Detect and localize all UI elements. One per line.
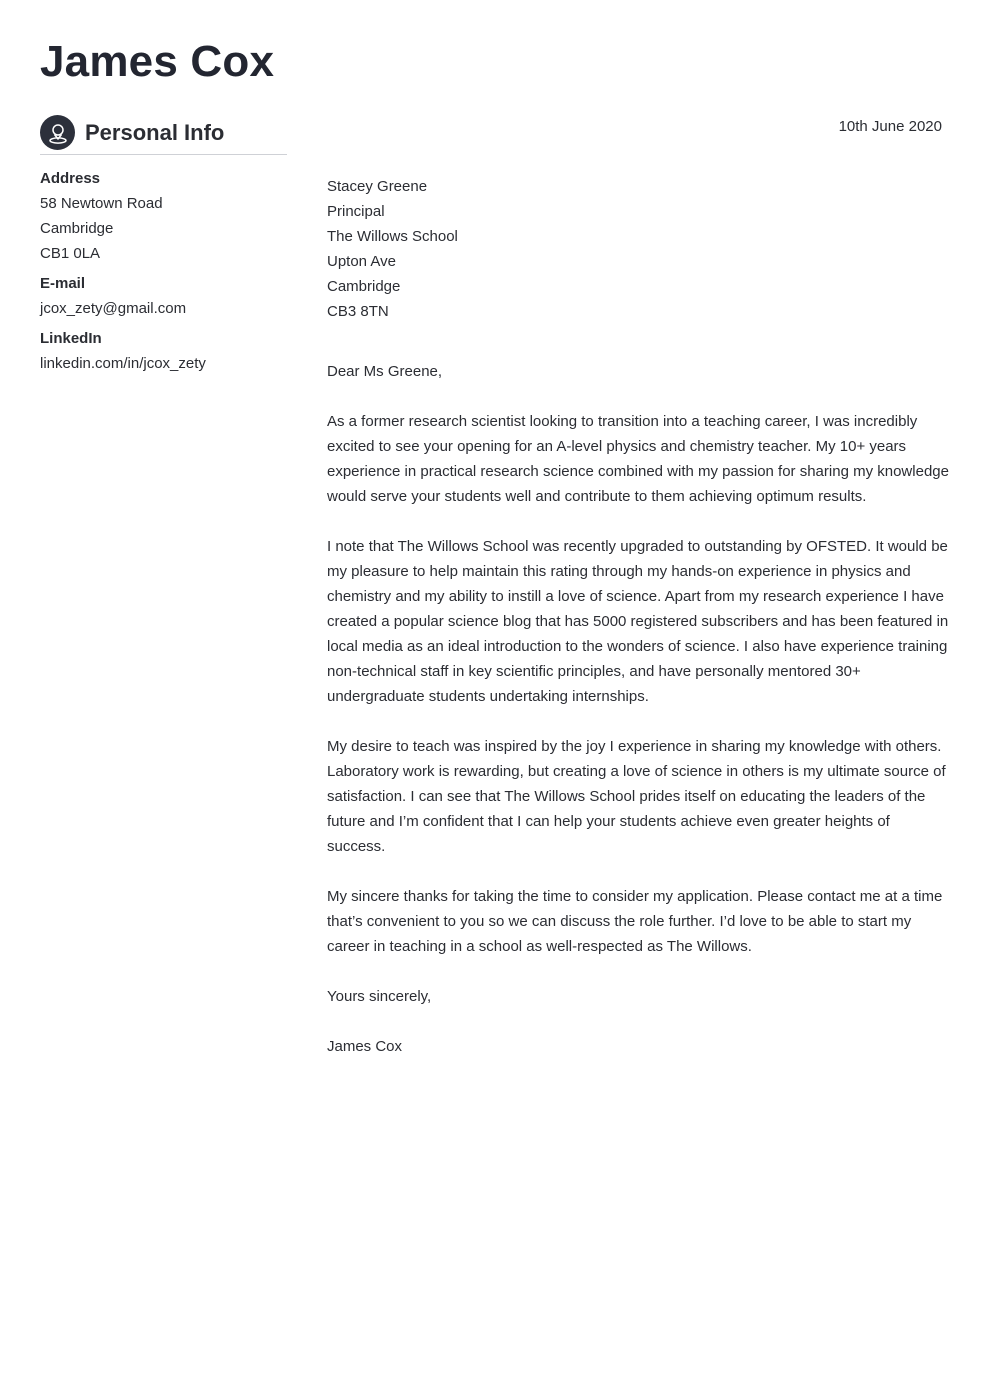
letter-paragraph: As a former research scientist looking to transition into a teaching career, I was incredibly excited to see your opening for an A-level physics and chemistry teacher. My 10+ years experience in practical research science combined with my passion for sharing my knowledge would serve your students well and contribute to them achieving optimum results. xyxy=(327,413,949,505)
recipient-line: Upton Ave xyxy=(327,253,396,270)
recipient-line: Cambridge xyxy=(327,278,401,295)
email-label: E-mail xyxy=(40,275,86,292)
person-icon xyxy=(40,115,75,150)
address-line: CB1 0LA xyxy=(40,245,101,262)
linkedin-value[interactable]: linkedin.com/in/jcox_zety xyxy=(40,355,206,372)
recipient-line: The Willows School xyxy=(327,228,458,245)
recipient-block xyxy=(327,174,951,324)
letter-body xyxy=(327,174,951,1059)
letter-paragraph: I note that The Willows School was recently upgraded to outstanding by OFSTED. It would be my pleasure to help maintain this rating through my hands-on experience in physics and chemistry and my ability to instill a love of science. Apart from my research experience I have created a popular science blog that has 5000 registered subscribers and has been featured in local media as an ideal introduction to the wonders of science. I also have experience training non-technical staff in key scientific principles, and have personally mentored 30+ undergraduate students undertaking internships. xyxy=(327,538,949,705)
linkedin-label: LinkedIn xyxy=(40,330,102,347)
address-label: Address xyxy=(40,170,101,187)
linkedin-block xyxy=(40,329,287,376)
signature: James Cox xyxy=(327,1038,403,1055)
personal-info-header xyxy=(40,115,287,155)
personal-info-section xyxy=(40,115,287,376)
email-block xyxy=(40,274,287,321)
recipient-line: Principal xyxy=(327,203,385,220)
letter-paragraph: My sincere thanks for taking the time to consider my application. Please contact me at a time that’s convenient to you so we can discuss the role further. I’d love to be able to start my career in teaching in a school as well-respected as The Willows. xyxy=(327,888,943,955)
recipient-line: CB3 8TN xyxy=(327,303,389,320)
address-block xyxy=(40,169,287,266)
address-line: 58 Newtown Road xyxy=(40,195,163,212)
salutation: Dear Ms Greene, xyxy=(327,363,443,380)
email-value[interactable]: jcox_zety@gmail.com xyxy=(40,300,187,317)
closing: Yours sincerely, xyxy=(327,988,432,1005)
recipient-line: Stacey Greene xyxy=(327,178,428,195)
letter-date: 10th June 2020 xyxy=(838,118,942,135)
letter-paragraph: My desire to teach was inspired by the joy I experience in sharing my knowledge with others. Laboratory work is rewarding, but creating a love of science in others is my ultimate source of satisfaction. I can see that The Willows School prides itself on educating the leaders of the future and I’m confident that I can help your students achieve even greater heights of success. xyxy=(327,738,946,855)
page-title: James Cox xyxy=(40,37,275,86)
section-title: Personal Info xyxy=(85,120,225,145)
address-line: Cambridge xyxy=(40,220,114,237)
